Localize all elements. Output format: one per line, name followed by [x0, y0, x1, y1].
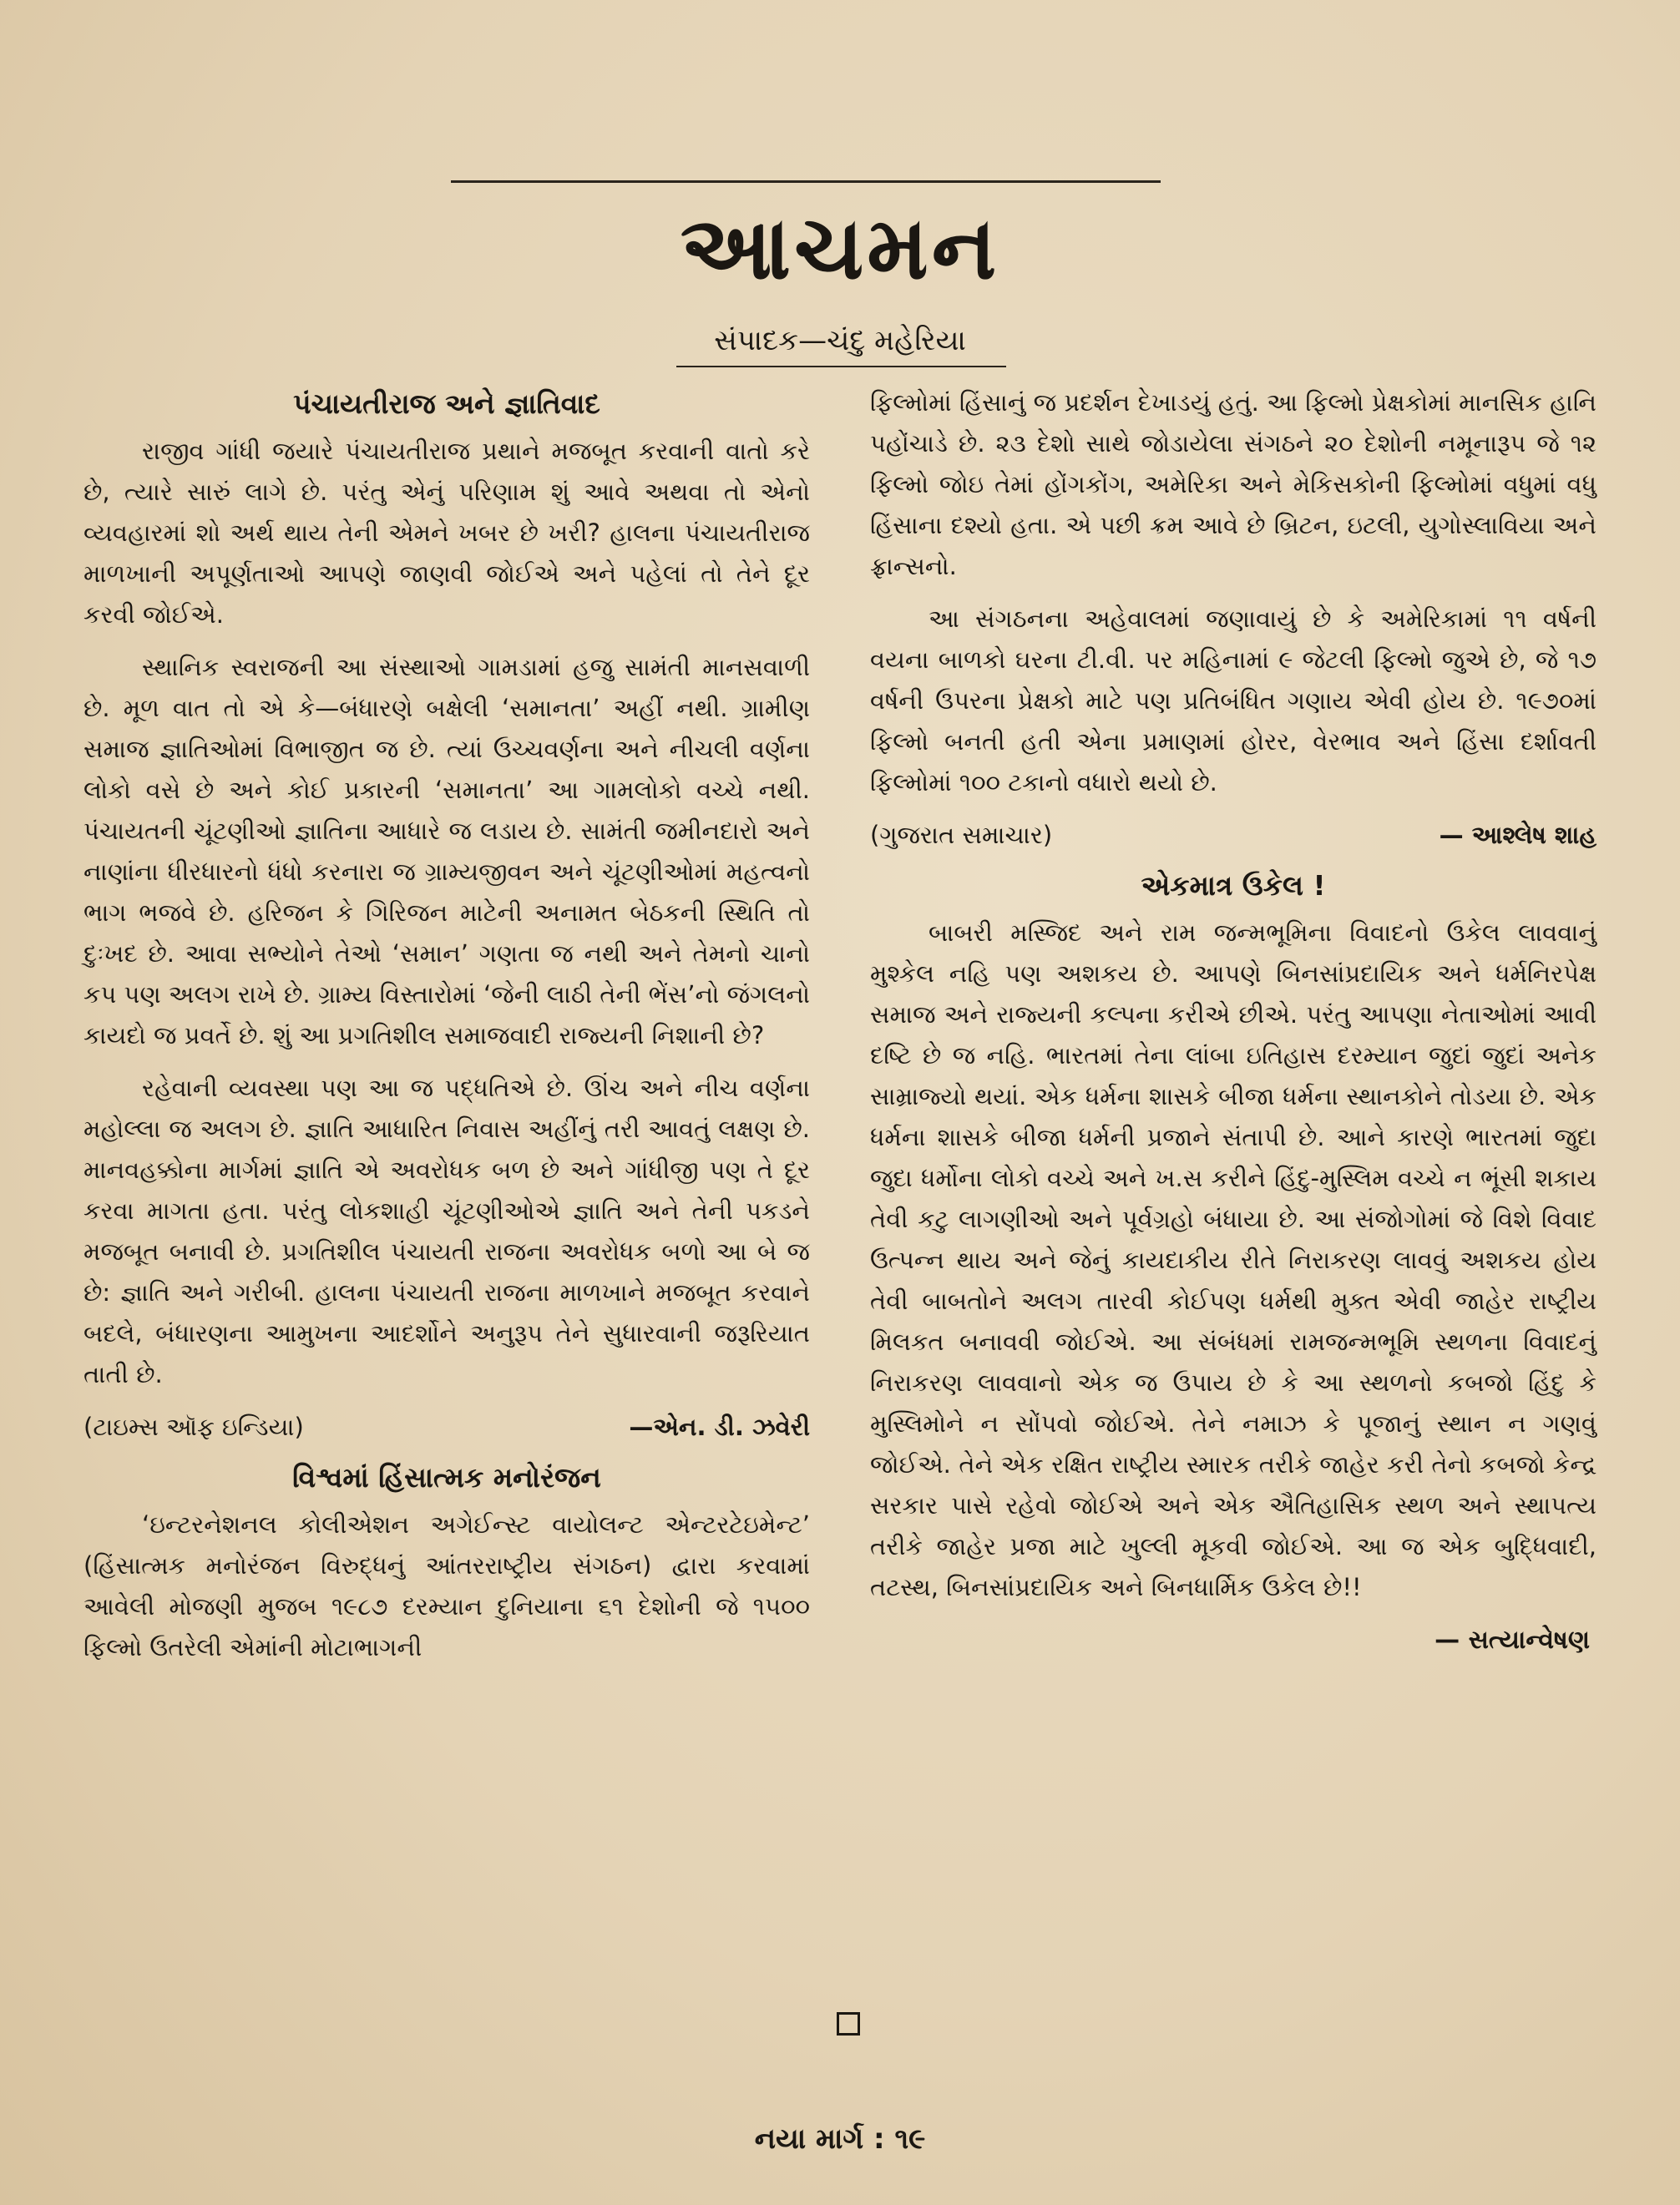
article-paragraph: ‘ઇન્ટરનેશનલ કોલીએશન અગેઈન્સ્ટ વાયોલન્ટ એન્ટરટેઇમેન્ટ’ (હિંસાત્મક મનોરંજન વિરુદ્ધનું આંતરરાષ્ટ્રીય સંગઠન) દ્વારા કરવામાં આવેલી મોજણી મુજબ ૧૯૮૭ દરમ્યાન દુનિયાના ૬૧ દેશોની જે ૧૫૦૦ ફિલ્મો ઉતરેલી એમાંની મોટાભાગની — [83, 1510, 810, 1661]
article-paragraph: રાજીવ ગાંધી જયારે પંચાયતીરાજ પ્રથાને મજબૂત કરવાની વાતો કરે છે, ત્યારે સારું લાગે છે. પરંતુ એનું પરિણામ શું આવે અથવા તો એનો વ્યવહારમાં શો અર્થ થાય તેની એમને ખબર છે ખરી? હાલના પંચાયતીરાજ માળખાની અપૂર્ણતાઓ આપણે જાણવી જોઈએ અને પહેલાં તો તેને દૂર કરવી જોઈએ. — [83, 437, 810, 629]
article-title-violent-entertainment: વિશ્વમાં હિંસાત્મક મનોરંજન — [292, 1461, 601, 1494]
article-author: —એન. ડી. ઝવેરી — [629, 1413, 810, 1441]
article-source: (ટાઇમ્સ ઑફ ઇન્ડિયા) — [83, 1413, 304, 1441]
editor-rule — [676, 366, 1006, 367]
article-title-only-solution: એકમાત્ર ઉકેલ ! — [1141, 869, 1326, 902]
masthead-title: આચમન — [680, 197, 1000, 299]
article-source: (ગુજરાત સમાચાર) — [870, 821, 1053, 849]
article-paragraph: સ્થાનિક સ્વરાજની આ સંસ્થાઓ ગામડામાં હજુ સામંતી માનસવાળી છે. મૂળ વાત તો એ કે—બંધારણે બક્ષેલી ‘સમાનતા’ અહીં નથી. ગ્રામીણ સમાજ જ્ઞાતિઓમાં વિભાજીત જ છે. ત્યાં ઉચ્ચવર્ણના અને નીચલી વર્ણના લોકો વસે છે અને કોઈ પ્રકારની ‘સમાનતા’ આ ગામલોકો વચ્ચે નથી. પંચાયતની ચૂંટણીઓ જ્ઞાતિના આધારે જ લડાય છે. સામંતી જમીનદારો અને નાણાંના ધીરધારનો ધંધો કરનારા જ ગ્રામ્યજીવન અને ચૂંટણીઓમાં મહત્વનો ભાગ ભજવે છે. હરિજન કે ગિરિજન માટેની અનામત બેઠકની સ્થિતિ તો દુઃખદ છે. આવા સભ્યોને તેઓ ‘સમાન’ ગણતા જ નથી અને તેમનો ચાનો કપ પણ અલગ રાખે છે. ગ્રામ્ય વિસ્તારોમાં ‘જેની લાઠી તેની ભેંસ’નો જંગલનો કાયદો જ પ્રવર્તે છે. શું આ પ્રગતિશીલ સમાજવાદી રાજ્યની નિશાની છે? — [83, 653, 810, 1049]
article-paragraph: ફિલ્મોમાં હિંસાનું જ પ્રદર્શન દેખાડયું હતું. આ ફિલ્મો પ્રેક્ષકોમાં માનસિક હાનિ પહોંચાડે છે. ૨૩ દેશો સાથે જોડાયેલા સંગઠને ૨૦ દેશોની નમૂનારૂપ જે ૧૨ ફિલ્મો જોઇ તેમાં હોંગકોંગ, અમેરિકા અને મેકિસકોની ફિલ્મોમાં વધુમાં વધુ હિંસાના દશ્યો હતા. એ પછી ક્રમ આવે છે બ્રિટન, ઇટલી, યુગોસ્લાવિયા અને ફ્રાન્સનો. — [870, 388, 1597, 580]
left-column — [83, 382, 810, 1680]
end-mark-square — [837, 2012, 860, 2036]
article-author: — સત્યાન્વેષણ — [1435, 1626, 1590, 1655]
top-rule — [451, 180, 1161, 183]
editor-line: સંપાદક—ચંદુ મહેરિયા — [714, 324, 966, 357]
article-paragraph: રહેવાની વ્યવસ્થા પણ આ જ પદ્ધતિએ છે. ઊંચ અને નીચ વર્ણના મહોલ્લા જ અલગ છે. જ્ઞાતિ આધારિત નિવાસ અહીંનું તરી આવતું લક્ષણ છે. માનવહક્કોના માર્ગમાં જ્ઞાતિ એ અવરોધક બળ છે અને ગાંધીજી પણ તે દૂર કરવા માગતા હતા. પરંતુ લોકશાહી ચૂંટણીઓએ જ્ઞાતિ અને તેની પકડને મજબૂત બનાવી છે. પ્રગતિશીલ પંચાયતી રાજના અવરોધક બળો આ બે જ છે: જ્ઞાતિ અને ગરીબી. હાલના પંચાયતી રાજના માળખાને મજબૂત કરવાને બદલે, બંધારણના આમુખના આદર્શોને અનુરૂપ તેને સુધારવાની જરૂરિયાત તાતી છે. — [83, 1074, 810, 1388]
article-paragraph: આ સંગઠનના અહેવાલમાં જણાવાયું છે કે અમેરિકામાં ૧૧ વર્ષની વયના બાળકો ઘરના ટી.વી. પર મહિનામાં ૯ જેટલી ફિલ્મો જુએ છે, જે ૧૭ વર્ષની ઉપરના પ્રેક્ષકો માટે પણ પ્રતિબંધિત ગણાય એવી હોય છે. ૧૯૭૦માં ફિલ્મો બનતી હતી એના પ્રમાણમાં હોરર, વેરભાવ અને હિંસા દર્શાવતી ફિલ્મોમાં ૧૦૦ ટકાનો વધારો થયો છે. — [870, 604, 1597, 797]
right-column — [870, 382, 1597, 1661]
article-credit — [870, 815, 1597, 856]
article-author: — આશ્લેષ શાહ — [1439, 821, 1597, 849]
article-credit — [83, 1407, 810, 1448]
article-paragraph: બાબરી મસ્જિદ અને રામ જન્મભૂમિના વિવાદનો ઉકેલ લાવવાનું મુશ્કેલ નહિ પણ અશકય છે. આપણે બિનસાંપ્રદાયિક અને ધર્મનિરપેક્ષ સમાજ અને રાજ્યની કલ્પના કરીએ છીએ. પરંતુ આપણા નેતાઓમાં આવી દષ્ટિ છે જ નહિ. ભારતમાં તેના લાંબા ઇતિહાસ દરમ્યાન જુદાં જુદાં અનેક સામ્રાજ્યો થયાં. એક ધર્મના શાસકે બીજા ધર્મના સ્થાનકોને તોડયા છે. એક ધર્મના શાસકે બીજા ધર્મની પ્રજાને સંતાપી છે. આને કારણે ભારતમાં જુદા જુદા ધર્મોના લોકો વચ્ચે અને ખ.સ કરીને હિંદુ-મુસ્લિમ વચ્ચે ન ભૂંસી શકાય તેવી કટુ લાગણીઓ અને પૂર્વગ્રહો બંધાયા છે. આ સંજોગોમાં જે વિશે વિવાદ ઉત્પન્ન થાય અને જેનું કાયદાકીય રીતે નિરાકરણ લાવવું અશકય હોય તેવી બાબતોને અલગ તારવી કોઈપણ ધર્મથી મુક્ત એવી જાહેર રાષ્ટ્રીય મિલકત બનાવવી જોઈએ. આ સંબંધમાં રામજન્મભૂમિ સ્થળના વિવાદનું નિરાકરણ લાવવાનો એક જ ઉપાય છે કે આ સ્થળનો કબજો હિંદુ કે મુસ્લિમોને ન સોંપવો જોઈએ. તેને નમાઝ કે પૂજાનું સ્થાન ન ગણવું જોઈએ. તેને એક રક્ષિત રાષ્ટ્રીય સ્મારક તરીકે જાહેર કરી તેનો કબજો કેન્દ્ર સરકાર પાસે રહેવો જોઈએ અને એક ઐતિહાસિક સ્થળ અને સ્થાપત્ય તરીકે જાહેર પ્રજા માટે ખુલ્લી મૂકવી જોઈએ. આ જ એક બુદ્ધિવાદી, તટસ્થ, બિનસાંપ્રદાયિક અને બિનધાર્મિક ઉકેલ છે!! — [870, 918, 1597, 1601]
article-title-panchayati-raj: પંચાયતીરાજ અને જ્ઞાતિવાદ — [293, 387, 600, 420]
page-footer: નયા માર્ગ : ૧૯ — [754, 2122, 926, 2156]
